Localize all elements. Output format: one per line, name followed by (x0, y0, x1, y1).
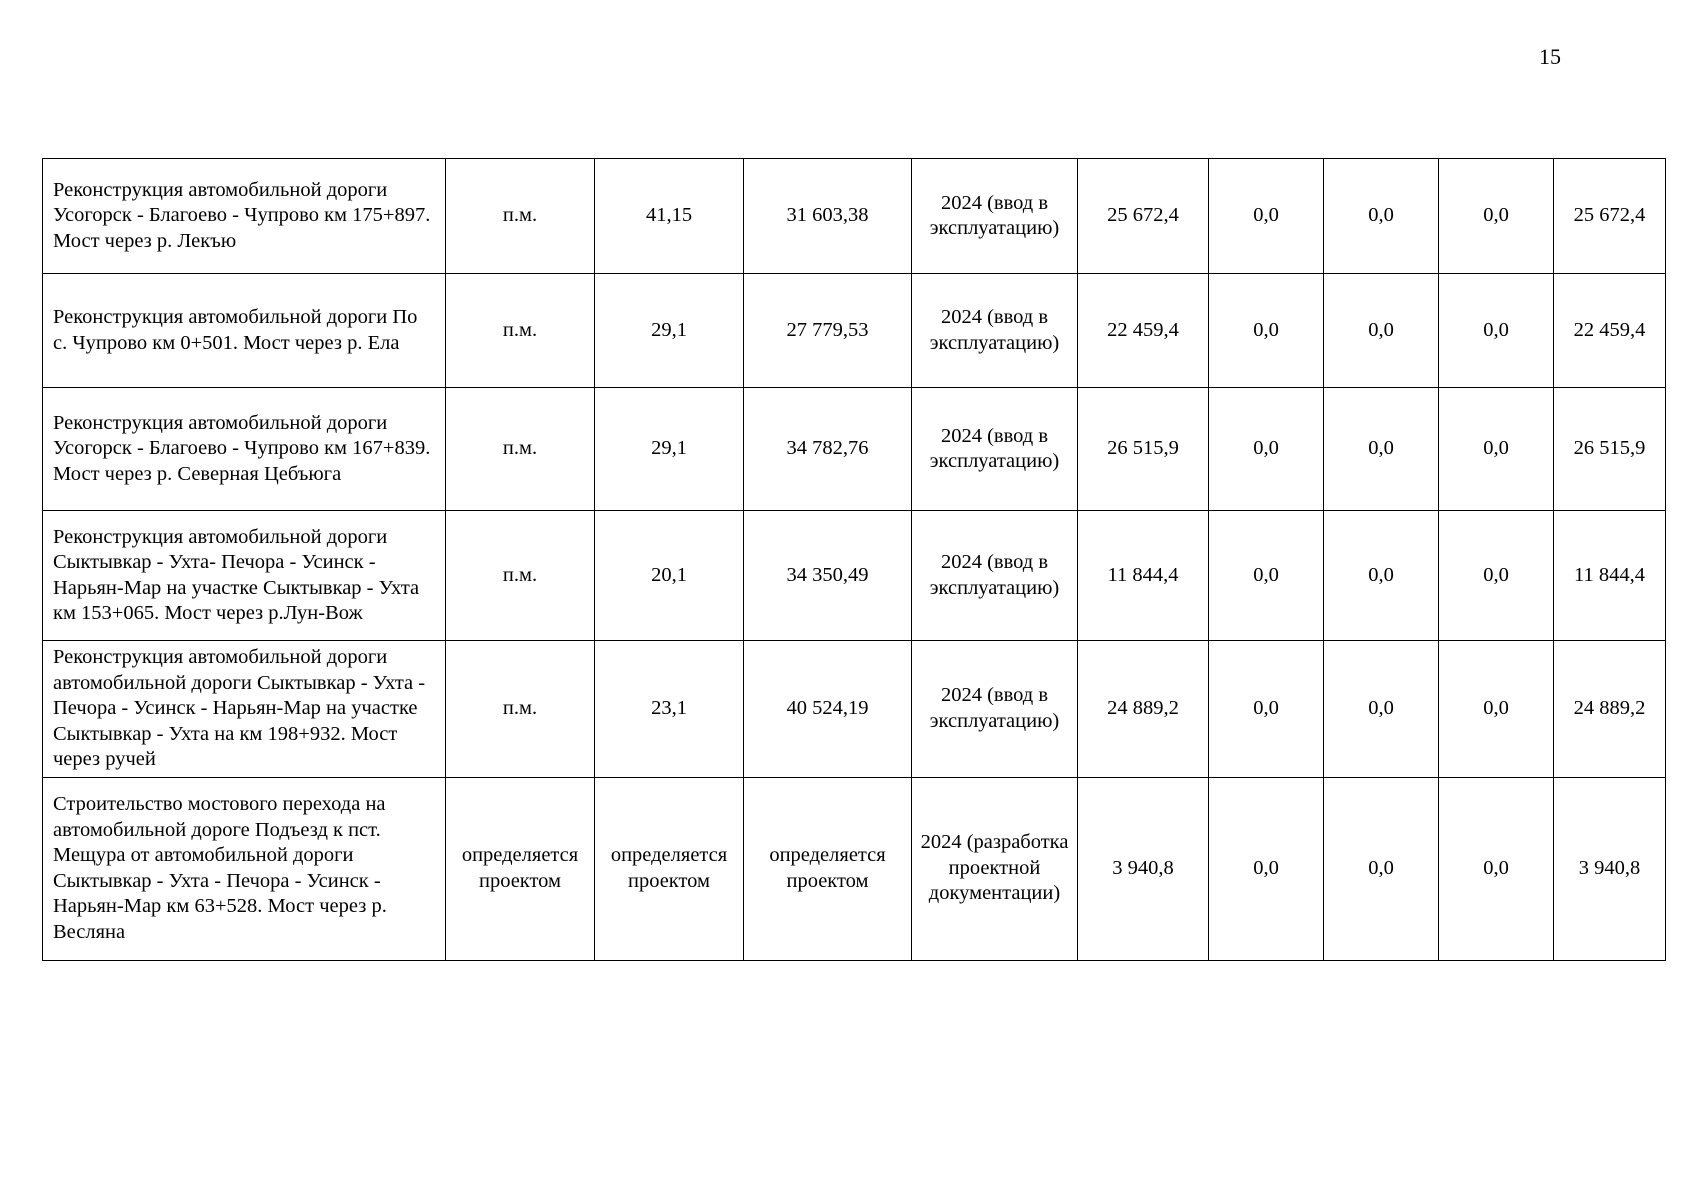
table-row (43, 511, 1666, 641)
value-cell: 0,0 (1439, 159, 1554, 274)
value-cell: 0,0 (1324, 159, 1439, 274)
value-cell: 0,0 (1439, 388, 1554, 511)
cost-cell: 31 603,38 (744, 159, 912, 274)
value-cell: 0,0 (1209, 777, 1324, 960)
value-cell: 0,0 (1209, 641, 1324, 778)
period-cell: 2024 (ввод в эксплуатацию) (912, 641, 1078, 778)
value-cell: 3 940,8 (1554, 777, 1666, 960)
cost-cell: 27 779,53 (744, 274, 912, 388)
period-cell: 2024 (ввод в эксплуатацию) (912, 274, 1078, 388)
value-cell: 24 889,2 (1554, 641, 1666, 778)
unit-cell: п.м. (446, 388, 595, 511)
object-description: Строительство мостового перехода на автомобильной дороге Подъезд к пст. Мещура от автомобильной дороги Сыктывкар - Ухта - Печора - Усинск - Нарьян-Мар км 63+528. Мост через р. Весляна (43, 777, 446, 960)
capacity-cell: 29,1 (595, 274, 744, 388)
value-cell: 0,0 (1324, 777, 1439, 960)
capacity-cell: 29,1 (595, 388, 744, 511)
total-cell: 24 889,2 (1078, 641, 1209, 778)
total-cell: 25 672,4 (1078, 159, 1209, 274)
table-row (43, 777, 1666, 960)
unit-cell: п.м. (446, 274, 595, 388)
cost-cell: 40 524,19 (744, 641, 912, 778)
value-cell: 0,0 (1439, 274, 1554, 388)
value-cell: 0,0 (1324, 641, 1439, 778)
table-row (43, 641, 1666, 778)
table-row (43, 388, 1666, 511)
period-cell: 2024 (разработка проектной документации) (912, 777, 1078, 960)
value-cell: 25 672,4 (1554, 159, 1666, 274)
value-cell: 0,0 (1439, 511, 1554, 641)
period-cell: 2024 (ввод в эксплуатацию) (912, 159, 1078, 274)
table-row (43, 159, 1666, 274)
value-cell: 0,0 (1439, 641, 1554, 778)
unit-cell: п.м. (446, 159, 595, 274)
unit-cell: п.м. (446, 511, 595, 641)
value-cell: 0,0 (1439, 777, 1554, 960)
unit-cell: определяется проектом (446, 777, 595, 960)
object-description: Реконструкция автомобильной дороги Усогорск - Благоево - Чупрово км 175+897. Мост через р. Лекъю (43, 159, 446, 274)
total-cell: 3 940,8 (1078, 777, 1209, 960)
page-number: 15 (1539, 44, 1561, 69)
value-cell: 0,0 (1209, 388, 1324, 511)
value-cell: 0,0 (1324, 511, 1439, 641)
capacity-cell: определяется проектом (595, 777, 744, 960)
capacity-cell: 20,1 (595, 511, 744, 641)
object-description: Реконструкция автомобильной дороги Усогорск - Благоево - Чупрово км 167+839. Мост через р. Северная Цебъюга (43, 388, 446, 511)
objects-table (42, 158, 1666, 961)
value-cell: 0,0 (1209, 159, 1324, 274)
total-cell: 26 515,9 (1078, 388, 1209, 511)
cost-cell: 34 782,76 (744, 388, 912, 511)
object-description: Реконструкция автомобильной дороги Сыктывкар - Ухта- Печора - Усинск - Нарьян-Мар на участке Сыктывкар - Ухта км 153+065. Мост через р.Лун-Вож (43, 511, 446, 641)
value-cell: 22 459,4 (1554, 274, 1666, 388)
value-cell: 0,0 (1209, 511, 1324, 641)
table-row (43, 274, 1666, 388)
total-cell: 22 459,4 (1078, 274, 1209, 388)
object-description: Реконструкция автомобильной дороги автомобильной дороги Сыктывкар - Ухта - Печора - Усинск - Нарьян-Мар на участке Сыктывкар - Ухта на км 198+932. Мост через ручей (43, 641, 446, 778)
value-cell: 0,0 (1324, 388, 1439, 511)
total-cell: 11 844,4 (1078, 511, 1209, 641)
period-cell: 2024 (ввод в эксплуатацию) (912, 388, 1078, 511)
capacity-cell: 23,1 (595, 641, 744, 778)
period-cell: 2024 (ввод в эксплуатацию) (912, 511, 1078, 641)
object-description: Реконструкция автомобильной дороги По с. Чупрово км 0+501. Мост через р. Ела (43, 274, 446, 388)
value-cell: 11 844,4 (1554, 511, 1666, 641)
cost-cell: определяется проектом (744, 777, 912, 960)
value-cell: 26 515,9 (1554, 388, 1666, 511)
value-cell: 0,0 (1324, 274, 1439, 388)
cost-cell: 34 350,49 (744, 511, 912, 641)
value-cell: 0,0 (1209, 274, 1324, 388)
capacity-cell: 41,15 (595, 159, 744, 274)
unit-cell: п.м. (446, 641, 595, 778)
